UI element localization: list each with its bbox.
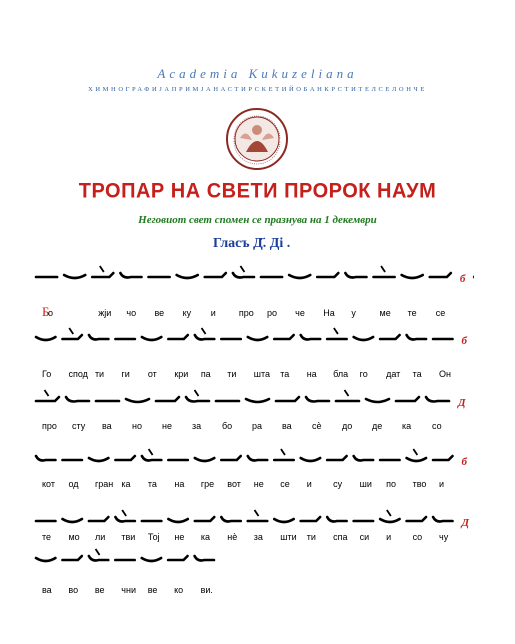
neume bbox=[142, 337, 161, 340]
tone-label: Гласъ bbox=[213, 236, 250, 251]
lyric-syllable: Го bbox=[42, 369, 52, 379]
lyric-syllable: спа bbox=[333, 532, 348, 542]
lyric-syllable: ва bbox=[282, 421, 292, 431]
neume bbox=[433, 517, 452, 522]
lyric-syllable: гре bbox=[200, 479, 215, 489]
lyric-syllable: и bbox=[210, 308, 216, 318]
neume bbox=[36, 397, 59, 401]
neume bbox=[221, 517, 240, 522]
lyric-syllable: со bbox=[432, 421, 442, 431]
lyric-syllable: чу bbox=[439, 532, 449, 542]
neume-accent bbox=[381, 266, 385, 272]
lyric-syllable: ве bbox=[154, 308, 165, 318]
lyric-syllable: ги bbox=[121, 369, 130, 379]
lyric-syllable: не bbox=[162, 421, 172, 431]
lyric-syllable: за bbox=[192, 421, 202, 431]
lyric-syllable: бо bbox=[222, 421, 233, 431]
lyric-syllable: ка bbox=[121, 479, 131, 489]
lyric-syllable: не bbox=[253, 479, 264, 489]
lyric-syllable: Он bbox=[439, 369, 452, 379]
neume bbox=[306, 397, 329, 402]
martyria-sign: Д bbox=[461, 517, 470, 529]
neume-accent bbox=[195, 390, 199, 396]
lyric-syllable: не bbox=[174, 532, 185, 542]
neume bbox=[274, 335, 293, 339]
martyria-sign: б bbox=[461, 335, 468, 347]
lyric-syllable: сту bbox=[72, 421, 86, 431]
lyric-syllable: го bbox=[359, 369, 368, 379]
lyric-line bbox=[34, 421, 484, 435]
neume bbox=[142, 558, 161, 561]
neume bbox=[115, 517, 134, 522]
lyric-syllable: и bbox=[386, 532, 392, 542]
lyric-syllable: те bbox=[407, 308, 417, 318]
neume bbox=[62, 519, 81, 522]
lyric-syllable: сѐ bbox=[312, 421, 322, 431]
lyric-syllable: и bbox=[439, 479, 445, 489]
neume bbox=[276, 397, 299, 401]
lyric-syllable: шта bbox=[253, 369, 270, 379]
lyric-syllable: у bbox=[351, 308, 356, 318]
lyric-syllable: за bbox=[253, 532, 263, 542]
neume bbox=[327, 456, 346, 460]
martyria-sign: б bbox=[461, 456, 468, 468]
lyric-syllable: па bbox=[200, 369, 211, 379]
lyric-syllable: по bbox=[386, 479, 396, 489]
neume bbox=[354, 337, 373, 340]
neume bbox=[407, 335, 426, 340]
neume-accent bbox=[281, 449, 285, 455]
neume-accent bbox=[202, 328, 206, 334]
neume bbox=[168, 519, 187, 522]
lyric-syllable: ти bbox=[227, 369, 237, 379]
neume bbox=[233, 273, 254, 278]
lyric-syllable: од bbox=[68, 479, 79, 489]
neume-line bbox=[34, 506, 484, 532]
lyric-syllable: на bbox=[306, 369, 317, 379]
neume bbox=[317, 273, 338, 277]
neume bbox=[274, 519, 293, 522]
lyric-syllable: дат bbox=[386, 369, 401, 379]
neume-accent bbox=[413, 449, 417, 455]
neume bbox=[366, 399, 389, 402]
lyric-syllable: мо bbox=[68, 532, 80, 542]
lyric-line bbox=[34, 532, 484, 546]
lyric-syllable: вот bbox=[227, 479, 241, 489]
neume bbox=[64, 275, 85, 278]
academy-title: Academia Kukuzeliana bbox=[157, 66, 358, 81]
neume bbox=[177, 275, 198, 278]
neume bbox=[345, 273, 366, 278]
lyric-syllable: та bbox=[147, 479, 157, 489]
neume bbox=[186, 397, 209, 402]
lyric-syllable: се bbox=[280, 479, 290, 489]
lyric-syllable: де bbox=[372, 421, 383, 431]
neume bbox=[89, 335, 108, 340]
lyric-syllable: ме bbox=[379, 308, 391, 318]
lyric-syllable: шти bbox=[280, 532, 297, 542]
lyric-syllable: ка bbox=[200, 532, 210, 542]
neume bbox=[301, 458, 320, 461]
neume bbox=[407, 458, 426, 461]
martyria-sign: б bbox=[459, 273, 466, 285]
neume bbox=[301, 335, 320, 340]
neume bbox=[89, 458, 108, 461]
lyric-syllable: от bbox=[147, 369, 157, 379]
neume bbox=[433, 456, 452, 460]
lyric-syllable: те bbox=[42, 532, 52, 542]
lyric-syllable: ти bbox=[306, 532, 316, 542]
lyric-syllable: ши bbox=[359, 479, 372, 489]
neume-accent bbox=[149, 449, 153, 455]
neume bbox=[195, 517, 214, 521]
neume bbox=[430, 273, 451, 277]
neume bbox=[115, 456, 134, 460]
lyric-line bbox=[34, 304, 484, 322]
lyric-syllable: ва bbox=[42, 585, 52, 595]
lyric-line bbox=[34, 585, 484, 599]
neume-line bbox=[34, 262, 484, 288]
neume bbox=[195, 335, 214, 340]
lyric-syllable: тво bbox=[412, 479, 427, 489]
neume bbox=[62, 556, 81, 560]
neume-accent bbox=[69, 328, 73, 334]
lyric-syllable: та bbox=[280, 369, 290, 379]
neume-accent bbox=[100, 266, 104, 272]
neume bbox=[354, 456, 373, 461]
lyric-syllable: во bbox=[68, 585, 79, 595]
neume bbox=[289, 275, 310, 278]
lyric-syllable: се bbox=[435, 308, 446, 318]
tone-pitch: Ді bbox=[269, 236, 284, 251]
lyric-syllable: про bbox=[42, 421, 57, 431]
neume-accent bbox=[255, 510, 259, 516]
lyric-syllable: ви. bbox=[200, 585, 213, 595]
lyric-syllable: и bbox=[306, 479, 312, 489]
neume-accent bbox=[45, 390, 49, 396]
neume-accent bbox=[240, 266, 244, 272]
lyric-syllable: бла bbox=[333, 369, 349, 379]
lyric-syllable: ро bbox=[267, 308, 278, 318]
neume-accent bbox=[96, 549, 100, 555]
neume-line bbox=[34, 545, 484, 571]
lyric-syllable: ко bbox=[174, 585, 184, 595]
lyric-syllable: ти bbox=[94, 369, 105, 379]
lyric-syllable: На bbox=[323, 308, 335, 318]
neume bbox=[36, 558, 55, 561]
martyria-sign: Д bbox=[458, 397, 466, 409]
lyric-syllable: до bbox=[342, 421, 353, 431]
neume bbox=[407, 517, 426, 521]
neume bbox=[89, 517, 108, 521]
tone-mode: Д҃. bbox=[253, 236, 267, 251]
tone-indicator bbox=[213, 236, 290, 252]
neume bbox=[301, 517, 320, 521]
neume bbox=[66, 397, 89, 402]
lyric-syllable: Тој bbox=[147, 532, 160, 542]
lyric-syllable: ва bbox=[102, 421, 112, 431]
neume bbox=[62, 335, 81, 339]
academy-subtitle: ХИМНОГРАФИЈАПРИМЈАНАСТИРСКЕТИЙОБАНКРСТИТЕЛСЕЛОНЧЕ bbox=[88, 86, 427, 93]
lyric-syllable: ли bbox=[94, 532, 106, 542]
lyric-syllable: ра bbox=[252, 421, 263, 431]
neume bbox=[142, 456, 161, 461]
lyric-syllable: че bbox=[295, 308, 305, 318]
neume bbox=[168, 335, 187, 339]
lyric-syllable: си bbox=[359, 532, 370, 542]
lyric-syllable: чо bbox=[126, 308, 137, 318]
neume bbox=[126, 399, 149, 402]
lyric-line bbox=[34, 479, 484, 493]
lyric-syllable: нѐ bbox=[227, 532, 238, 542]
feast-subtitle: Неговиот свет спомен се празнува на 1 декември bbox=[138, 214, 377, 226]
lyric-syllable: та bbox=[412, 369, 422, 379]
lyric-syllable: Б bbox=[42, 304, 50, 319]
neume-line bbox=[34, 386, 484, 412]
neume-accent bbox=[122, 510, 126, 516]
lyric-syllable: про bbox=[238, 308, 254, 318]
lyric-syllable: кри bbox=[174, 369, 189, 379]
lyric-syllable: чни bbox=[121, 585, 136, 595]
neume bbox=[248, 456, 267, 461]
lyric-syllable: ка bbox=[402, 421, 412, 431]
lyric-syllable: на bbox=[174, 479, 185, 489]
neume-accent bbox=[345, 390, 349, 396]
neume-accent bbox=[387, 510, 391, 516]
tone-end: . bbox=[286, 236, 291, 251]
lyric-syllable: ве bbox=[94, 585, 105, 595]
lyric-syllable: су bbox=[333, 479, 343, 489]
hymn-title: ТРОПАР НА СВЕТИ ПРОРОК НАУМ bbox=[78, 179, 437, 203]
lyric-syllable: жји bbox=[98, 308, 112, 318]
neume bbox=[221, 456, 240, 460]
neume-accent bbox=[334, 328, 338, 334]
neume bbox=[380, 335, 399, 339]
lyric-syllable: ве bbox=[147, 585, 158, 595]
neume bbox=[195, 556, 214, 561]
lyric-syllable: гран bbox=[94, 479, 114, 489]
lyric-syllable: но bbox=[132, 421, 142, 431]
neume bbox=[156, 397, 179, 401]
neume bbox=[36, 337, 55, 340]
lyric-syllable: тви bbox=[121, 532, 136, 542]
neume bbox=[248, 337, 267, 340]
neume-line bbox=[34, 445, 484, 471]
lyric-line bbox=[34, 369, 484, 383]
neume bbox=[246, 399, 269, 402]
neume bbox=[402, 275, 423, 278]
lyric-syllable: ку bbox=[182, 308, 192, 318]
neume bbox=[89, 556, 108, 561]
seal-emblem bbox=[226, 108, 288, 170]
neume bbox=[195, 458, 214, 461]
neume bbox=[205, 273, 226, 277]
lyric-syllable: кот bbox=[42, 479, 55, 489]
neume bbox=[426, 397, 449, 402]
neume bbox=[36, 456, 55, 461]
lyric-syllable: о bbox=[48, 308, 54, 318]
neume-line bbox=[34, 324, 484, 350]
lyric-syllable: спод bbox=[68, 369, 88, 379]
neume bbox=[168, 556, 187, 560]
neume bbox=[327, 517, 346, 522]
neume bbox=[380, 519, 399, 522]
lyric-syllable: со bbox=[412, 532, 423, 542]
neume bbox=[92, 273, 113, 277]
neume bbox=[120, 273, 141, 278]
neume bbox=[396, 397, 419, 401]
